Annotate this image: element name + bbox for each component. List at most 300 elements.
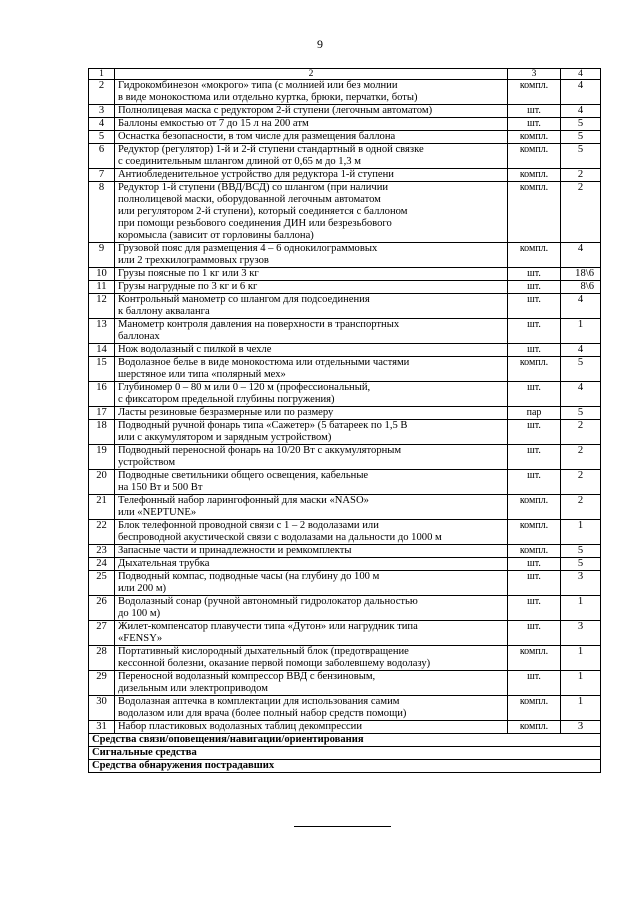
- table-row: [89, 470, 601, 495]
- row-number-line: 4: [98, 118, 105, 129]
- row-description-line: Контрольный манометр со шлангом для подсоединения: [118, 294, 370, 305]
- equipment-table: [88, 68, 601, 773]
- row-description-cell: [115, 131, 508, 144]
- row-number-cell: [89, 596, 115, 621]
- row-description-cell: [115, 407, 508, 420]
- row-number-line: 25: [96, 571, 107, 582]
- row-quantity-cell: [561, 131, 601, 144]
- row-quantity-cell: [561, 445, 601, 470]
- row-description-cell: [115, 558, 508, 571]
- row-description-cell: [115, 696, 508, 721]
- row-description-line: Блок телефонной проводной связи с 1 – 2 водолазами или: [118, 520, 379, 531]
- row-quantity-cell: [561, 281, 601, 294]
- row-unit-line: компл.: [519, 721, 549, 732]
- row-quantity-line: 1: [577, 646, 584, 657]
- row-quantity-line: 1: [577, 319, 584, 330]
- table-row: [89, 558, 601, 571]
- row-description-line: Подводный ручной фонарь типа «Сажетер» (5 батареек по 1,5 В: [118, 420, 408, 431]
- row-number-cell: [89, 144, 115, 169]
- row-unit-cell: [508, 621, 561, 646]
- row-quantity-cell: [561, 520, 601, 545]
- row-quantity-cell: [561, 420, 601, 445]
- row-quantity-line: 2: [577, 445, 584, 456]
- table-row: [89, 445, 601, 470]
- table-header-row: [89, 69, 601, 80]
- row-description-cell: [115, 357, 508, 382]
- row-description-line: Грузы поясные по 1 кг или 3 кг: [118, 268, 259, 279]
- row-description-line: Манометр контроля давления на поверхности в транспортных: [118, 319, 400, 330]
- row-unit-cell: [508, 382, 561, 407]
- row-description-line: Телефонный набор ларингофонный для маски «NASO»: [118, 495, 369, 506]
- row-description-line: Водолазная аптечка в комплектации для использования самим: [118, 696, 400, 707]
- row-quantity-cell: [561, 118, 601, 131]
- row-description-line: Ласты резиновые безразмерные или по размеру: [118, 407, 334, 418]
- row-number-line: 22: [96, 520, 107, 531]
- row-unit-cell: [508, 545, 561, 558]
- row-description-line: или 2 трехкилограммовых грузов: [118, 255, 269, 266]
- row-unit-cell: [508, 118, 561, 131]
- row-quantity-line: 2: [577, 169, 584, 180]
- row-description-cell: [115, 344, 508, 357]
- row-unit-line: шт.: [527, 268, 541, 279]
- row-number-line: 12: [96, 294, 107, 305]
- row-quantity-cell: [561, 571, 601, 596]
- row-number-line: 27: [96, 621, 107, 632]
- row-quantity-line: 4: [577, 80, 584, 91]
- row-description-line: в виде монокостюма или отдельно куртка, брюки, перчатки, боты): [118, 92, 418, 103]
- row-number-cell: [89, 721, 115, 734]
- row-description-cell: [115, 545, 508, 558]
- row-description-cell: [115, 445, 508, 470]
- row-quantity-cell: [561, 268, 601, 281]
- row-description-cell: [115, 646, 508, 671]
- row-quantity-cell: [561, 696, 601, 721]
- row-quantity-cell: [561, 144, 601, 169]
- row-unit-line: компл.: [519, 169, 549, 180]
- table-row: [89, 131, 601, 144]
- row-number-line: 6: [98, 144, 105, 155]
- table-row: [89, 545, 601, 558]
- row-quantity-line: 1: [577, 671, 584, 682]
- row-unit-cell: [508, 294, 561, 319]
- row-unit-cell: [508, 558, 561, 571]
- row-number-cell: [89, 696, 115, 721]
- row-description-cell: [115, 80, 508, 105]
- row-description-line: Глубиномер 0 – 80 м или 0 – 120 м (профессиональный,: [118, 382, 371, 393]
- row-quantity-line: 4: [577, 382, 584, 393]
- row-unit-cell: [508, 671, 561, 696]
- row-description-cell: [115, 420, 508, 445]
- row-description-line: или регулятором 2-й ступени), который соединяется с баллоном: [118, 206, 408, 217]
- row-description-line: Грузы нагрудные по 3 кг и 6 кг: [118, 281, 258, 292]
- table-row: [89, 344, 601, 357]
- row-number-cell: [89, 118, 115, 131]
- row-quantity-line: 5: [577, 118, 584, 129]
- row-number-cell: [89, 294, 115, 319]
- row-description-cell: [115, 281, 508, 294]
- row-unit-line: шт.: [527, 319, 541, 330]
- row-unit-line: компл.: [519, 357, 549, 368]
- row-description-cell: [115, 571, 508, 596]
- table-row: [89, 80, 601, 105]
- row-description-cell: [115, 671, 508, 696]
- row-unit-line: компл.: [519, 545, 549, 556]
- page-number: 9: [317, 37, 323, 51]
- row-description-line: с соединительным шлангом длиной от 0,65 м до 1,3 м: [118, 156, 361, 167]
- row-number-cell: [89, 281, 115, 294]
- table-row: [89, 169, 601, 182]
- row-description-line: с фиксатором предельной глубины погружения): [118, 394, 335, 405]
- row-description-line: Переносной водолазный компрессор ВВД с бензиновым,: [118, 671, 376, 682]
- row-unit-line: шт.: [527, 621, 541, 632]
- row-unit-cell: [508, 520, 561, 545]
- row-quantity-cell: [561, 182, 601, 243]
- row-unit-cell: [508, 420, 561, 445]
- row-unit-line: компл.: [519, 520, 549, 531]
- row-unit-line: шт.: [527, 420, 541, 431]
- row-number-line: 31: [96, 721, 107, 732]
- table-row: [89, 105, 601, 118]
- row-unit-cell: [508, 80, 561, 105]
- row-unit-cell: [508, 182, 561, 243]
- row-description-line: Запасные части и принадлежности и ремкомплекты: [118, 545, 352, 556]
- header-cell: 1: [89, 69, 115, 80]
- row-description-line: Редуктор 1-й ступени (ВВД/ВСД) со шлангом (при наличии: [118, 182, 389, 193]
- row-unit-cell: [508, 357, 561, 382]
- row-description-line: Портативный кислородный дыхательный блок (предотвращение: [118, 646, 409, 657]
- row-number-line: 21: [96, 495, 107, 506]
- row-number-cell: [89, 131, 115, 144]
- row-quantity-line: 1: [577, 520, 584, 531]
- row-unit-line: компл.: [519, 696, 549, 707]
- row-description-line: Дыхательная трубка: [118, 558, 210, 569]
- footer-rule: [294, 826, 391, 827]
- row-unit-line: компл.: [519, 144, 549, 155]
- row-description-line: Водолазное белье в виде монокостюма или отдельными частями: [118, 357, 410, 368]
- row-number-line: 28: [96, 646, 107, 657]
- row-unit-cell: [508, 169, 561, 182]
- table-row: [89, 596, 601, 621]
- row-description-line: устройством: [118, 457, 176, 468]
- row-quantity-line: 2: [577, 182, 584, 193]
- row-quantity-line: 3: [577, 571, 584, 582]
- row-description-cell: [115, 470, 508, 495]
- row-unit-cell: [508, 268, 561, 281]
- row-unit-line: шт.: [527, 571, 541, 582]
- row-description-line: Подводный компас, подводные часы (на глубину до 100 м: [118, 571, 380, 582]
- row-quantity-cell: [561, 344, 601, 357]
- row-unit-line: шт.: [527, 445, 541, 456]
- section-heading: Сигнальные средства: [89, 747, 601, 760]
- row-description-line: беспроводной акустической связи с водолазами на дальности до 1000 м: [118, 532, 442, 543]
- table-row: [89, 696, 601, 721]
- row-description-cell: [115, 721, 508, 734]
- row-description-line: на 150 Вт и 500 Вт: [118, 482, 203, 493]
- row-quantity-cell: [561, 596, 601, 621]
- row-unit-line: шт.: [527, 558, 541, 569]
- row-quantity-line: 5: [577, 407, 584, 418]
- row-quantity-cell: [561, 558, 601, 571]
- table-row: [89, 721, 601, 734]
- row-description-line: Подводный переносной фонарь на 10/20 Вт с аккумуляторным: [118, 445, 402, 456]
- row-unit-line: компл.: [519, 646, 549, 657]
- row-number-cell: [89, 344, 115, 357]
- row-quantity-cell: [561, 407, 601, 420]
- section-heading: Средства обнаружения пострадавших: [89, 760, 601, 773]
- header-cell: 3: [508, 69, 561, 80]
- row-unit-line: шт.: [527, 596, 541, 607]
- section-row: [89, 734, 601, 747]
- row-description-line: при помощи резьбового соединения ДИН или безрезьбового: [118, 218, 392, 229]
- section-row: [89, 747, 601, 760]
- row-unit-cell: [508, 495, 561, 520]
- row-description-line: Жилет-компенсатор плавучести типа «Дутон» или нагрудник типа: [118, 621, 418, 632]
- row-quantity-line: 4: [577, 294, 584, 305]
- row-unit-cell: [508, 319, 561, 344]
- row-unit-cell: [508, 696, 561, 721]
- row-number-line: 23: [96, 545, 107, 556]
- row-unit-line: шт.: [527, 118, 541, 129]
- row-description-line: или «NEPTUNE»: [118, 507, 197, 518]
- row-quantity-cell: [561, 357, 601, 382]
- row-number-cell: [89, 571, 115, 596]
- row-description-cell: [115, 294, 508, 319]
- row-number-cell: [89, 646, 115, 671]
- row-number-line: 10: [96, 268, 107, 279]
- row-unit-cell: [508, 131, 561, 144]
- row-description-cell: [115, 144, 508, 169]
- table-row: [89, 294, 601, 319]
- row-number-cell: [89, 169, 115, 182]
- row-description-line: шерстяное или типа «полярный мех»: [118, 369, 286, 380]
- row-number-line: 7: [98, 169, 105, 180]
- row-unit-cell: [508, 646, 561, 671]
- table-row: [89, 281, 601, 294]
- row-number-line: 17: [96, 407, 107, 418]
- row-description-cell: [115, 596, 508, 621]
- row-description-line: Грузовой пояс для размещения 4 – 6 однокилограммовых: [118, 243, 378, 254]
- row-unit-cell: [508, 344, 561, 357]
- table-row: [89, 357, 601, 382]
- row-quantity-cell: [561, 545, 601, 558]
- row-description-cell: [115, 169, 508, 182]
- row-quantity-cell: [561, 721, 601, 734]
- row-quantity-line: 5: [577, 545, 584, 556]
- row-quantity-cell: [561, 105, 601, 118]
- header-cell: 4: [561, 69, 601, 80]
- row-unit-cell: [508, 571, 561, 596]
- row-description-line: Полнолицевая маска с редуктором 2-й ступени (легочным автоматом): [118, 105, 433, 116]
- row-description-cell: [115, 495, 508, 520]
- row-unit-line: компл.: [519, 243, 549, 254]
- row-quantity-line: 4: [577, 243, 584, 254]
- row-description-line: кессонной болезни, оказание первой помощи заболевшему водолазу): [118, 658, 431, 669]
- table-row: [89, 319, 601, 344]
- row-number-line: 16: [96, 382, 107, 393]
- row-description-cell: [115, 105, 508, 118]
- row-description-line: дизельным или электроприводом: [118, 683, 268, 694]
- row-description-cell: [115, 182, 508, 243]
- row-description-cell: [115, 382, 508, 407]
- row-number-cell: [89, 470, 115, 495]
- row-quantity-cell: [561, 243, 601, 268]
- row-number-cell: [89, 545, 115, 558]
- row-description-line: Антиобледенительное устройство для редуктора 1-й ступени: [118, 169, 394, 180]
- row-number-cell: [89, 105, 115, 118]
- row-quantity-line: 2: [577, 420, 584, 431]
- row-number-line: 2: [98, 80, 105, 91]
- row-description-line: Гидрокомбинезон «мокрого» типа (с молнией или без молнии: [118, 80, 398, 91]
- row-description-line: Баллоны емкостью от 7 до 15 л на 200 атм: [118, 118, 309, 129]
- row-unit-line: компл.: [519, 495, 549, 506]
- row-description-line: Редуктор (регулятор) 1-й и 2-й ступени стандартный в одной связке: [118, 144, 424, 155]
- header-cell: 2: [115, 69, 508, 80]
- row-quantity-line: 2: [577, 470, 584, 481]
- row-unit-line: пар: [526, 407, 542, 418]
- row-quantity-line: 2: [577, 495, 584, 506]
- row-number-line: 13: [96, 319, 107, 330]
- row-unit-cell: [508, 470, 561, 495]
- row-quantity-line: 5: [577, 558, 584, 569]
- row-number-cell: [89, 268, 115, 281]
- row-number-cell: [89, 182, 115, 243]
- row-number-cell: [89, 520, 115, 545]
- table-row: [89, 621, 601, 646]
- table-row: [89, 520, 601, 545]
- row-quantity-cell: [561, 646, 601, 671]
- row-unit-cell: [508, 721, 561, 734]
- row-description-line: или с аккумулятором и зарядным устройством): [118, 432, 332, 443]
- row-description-cell: [115, 118, 508, 131]
- section-row: [89, 760, 601, 773]
- row-unit-line: компл.: [519, 80, 549, 91]
- row-unit-line: шт.: [527, 671, 541, 682]
- row-quantity-line: 4: [577, 105, 584, 116]
- table-row: [89, 646, 601, 671]
- row-number-cell: [89, 319, 115, 344]
- row-unit-cell: [508, 407, 561, 420]
- row-quantity-line: 3: [577, 621, 584, 632]
- row-quantity-cell: [561, 80, 601, 105]
- row-quantity-line: 5: [577, 131, 584, 142]
- row-quantity-cell: [561, 495, 601, 520]
- row-unit-cell: [508, 596, 561, 621]
- row-number-line: 8: [98, 182, 105, 193]
- row-description-cell: [115, 621, 508, 646]
- table-row: [89, 144, 601, 169]
- row-number-cell: [89, 671, 115, 696]
- row-description-line: водолазом или для врача (более полный набор средств помощи): [118, 708, 407, 719]
- row-unit-line: шт.: [527, 382, 541, 393]
- row-quantity-line: 18\6: [575, 268, 594, 279]
- row-description-line: до 100 м): [118, 608, 161, 619]
- row-description-cell: [115, 268, 508, 281]
- row-unit-line: компл.: [519, 182, 549, 193]
- row-quantity-cell: [561, 294, 601, 319]
- row-number-line: 11: [96, 281, 107, 292]
- row-number-line: 15: [96, 357, 107, 368]
- row-description-line: Набор пластиковых водолазных таблиц декомпрессии: [118, 721, 363, 732]
- row-quantity-line: 4: [577, 344, 584, 355]
- row-number-cell: [89, 495, 115, 520]
- row-number-line: 20: [96, 470, 107, 481]
- row-number-cell: [89, 407, 115, 420]
- row-number-line: 29: [96, 671, 107, 682]
- table-row: [89, 407, 601, 420]
- row-number-line: 30: [96, 696, 107, 707]
- row-quantity-line: 5: [577, 357, 584, 368]
- row-description-line: к баллону акваланга: [118, 306, 210, 317]
- section-heading: Средства связи/оповещения/навигации/ориентирования: [89, 734, 601, 747]
- row-number-cell: [89, 558, 115, 571]
- row-quantity-line: 8\6: [580, 281, 594, 292]
- row-unit-cell: [508, 105, 561, 118]
- row-number-line: 24: [96, 558, 107, 569]
- table-row: [89, 495, 601, 520]
- row-unit-cell: [508, 243, 561, 268]
- row-description-line: коромысла (зависит от горловины баллона): [118, 230, 314, 241]
- table-row: [89, 182, 601, 243]
- row-unit-cell: [508, 445, 561, 470]
- row-quantity-line: 1: [577, 596, 584, 607]
- row-quantity-line: 1: [577, 696, 584, 707]
- row-description-line: «FENSY»: [118, 633, 163, 644]
- row-quantity-cell: [561, 470, 601, 495]
- row-description-line: Водолазный сонар (ручной автономный гидролокатор дальностью: [118, 596, 418, 607]
- table-row: [89, 571, 601, 596]
- row-description-line: баллонах: [118, 331, 160, 342]
- row-description-line: полнолицевой маски, оборудованной легочным автоматом: [118, 194, 381, 205]
- row-number-cell: [89, 420, 115, 445]
- row-unit-line: шт.: [527, 105, 541, 116]
- row-number-line: 5: [98, 131, 105, 142]
- row-description-cell: [115, 319, 508, 344]
- row-description-line: или 200 м): [118, 583, 167, 594]
- row-description-line: Нож водолазный с пилкой в чехле: [118, 344, 272, 355]
- row-number-cell: [89, 445, 115, 470]
- row-number-line: 18: [96, 420, 107, 431]
- row-unit-line: шт.: [527, 344, 541, 355]
- row-quantity-cell: [561, 382, 601, 407]
- row-description-line: Оснастка безопасности, в том числе для размещения баллона: [118, 131, 396, 142]
- row-quantity-line: 5: [577, 144, 584, 155]
- row-unit-line: шт.: [527, 470, 541, 481]
- row-unit-line: компл.: [519, 131, 549, 142]
- table-row: [89, 420, 601, 445]
- row-unit-line: шт.: [527, 281, 541, 292]
- row-quantity-line: 3: [577, 721, 584, 732]
- row-number-cell: [89, 243, 115, 268]
- table-row: [89, 243, 601, 268]
- table-row: [89, 671, 601, 696]
- row-number-line: 9: [98, 243, 105, 254]
- row-unit-cell: [508, 144, 561, 169]
- row-description-line: Подводные светильники общего освещения, кабельные: [118, 470, 369, 481]
- row-number-line: 19: [96, 445, 107, 456]
- row-quantity-cell: [561, 169, 601, 182]
- row-description-cell: [115, 520, 508, 545]
- table-row: [89, 118, 601, 131]
- row-number-line: 26: [96, 596, 107, 607]
- row-number-cell: [89, 382, 115, 407]
- row-number-cell: [89, 621, 115, 646]
- row-quantity-cell: [561, 671, 601, 696]
- row-number-cell: [89, 357, 115, 382]
- row-unit-line: шт.: [527, 294, 541, 305]
- row-description-cell: [115, 243, 508, 268]
- row-unit-cell: [508, 281, 561, 294]
- table-row: [89, 382, 601, 407]
